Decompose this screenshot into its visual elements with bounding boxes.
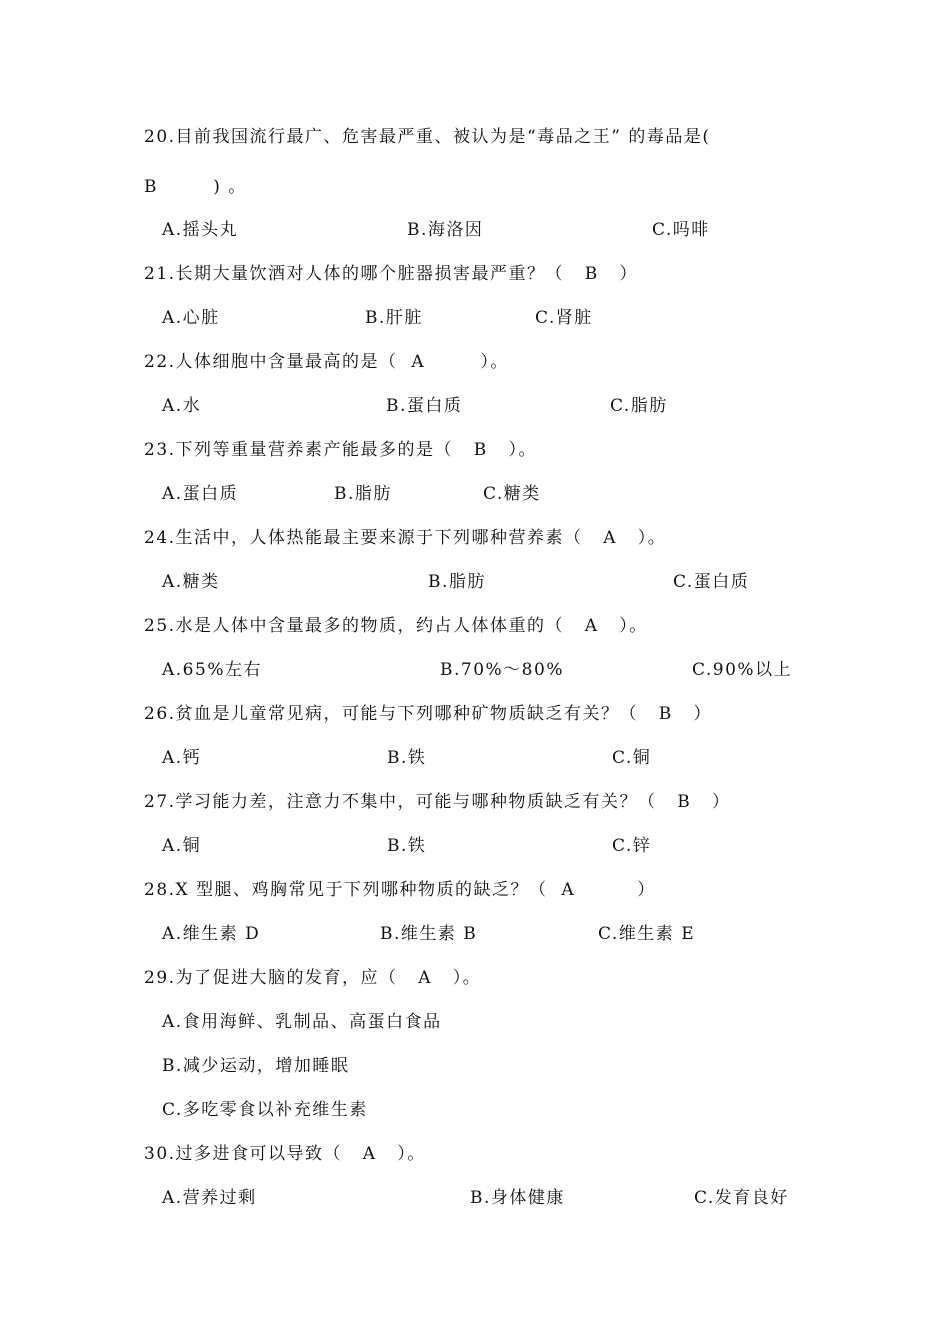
option-25-a: A.65%左右 (162, 660, 262, 680)
option-30-a: A.营养过剩 (162, 1188, 257, 1208)
option-25-c: C.90%以上 (692, 660, 793, 680)
option-26-b: B.铁 (387, 748, 427, 768)
option-21-b: B.肝脏 (365, 308, 423, 328)
option-22-a: A.水 (162, 396, 202, 416)
question-25: 25.水是人体中含量最多的物质，约占人体体重的（ A ）。 (144, 616, 648, 636)
option-21-a: A.心脏 (162, 308, 220, 328)
question-22: 22.人体细胞中含量最高的是（ A ）。 (144, 352, 509, 372)
option-26-c: C.铜 (612, 748, 652, 768)
option-20-c: C.吗啡 (652, 220, 710, 240)
question-27: 27.学习能力差，注意力不集中，可能与哪种物质缺乏有关？（ B ） (144, 792, 731, 812)
option-28-a: A.维生素 D (162, 924, 261, 944)
question-29: 29.为了促进大脑的发育，应（ A ）。 (144, 968, 482, 988)
option-20-b: B.海洛因 (407, 220, 484, 240)
option-21-c: C.肾脏 (535, 308, 593, 328)
option-27-c: C.锌 (612, 836, 652, 856)
question-20-continuation: B ) 。 (144, 177, 247, 197)
option-23-a: A.蛋白质 (162, 484, 239, 504)
option-30-b: B.身体健康 (470, 1188, 565, 1208)
option-29-a: A.食用海鲜、乳制品、高蛋白食品 (162, 1012, 442, 1032)
question-30: 30.过多进食可以导致（ A ）。 (144, 1144, 426, 1164)
option-29-c: C.多吃零食以补充维生素 (162, 1100, 368, 1120)
question-26: 26.贫血是儿童常见病，可能与下列哪种矿物质缺乏有关？（ B ） (144, 704, 712, 724)
question-24: 24.生活中，人体热能最主要来源于下列哪种营养素（ A ）。 (144, 528, 667, 548)
option-23-c: C.糖类 (483, 484, 541, 504)
option-30-c: C.发育良好 (694, 1188, 789, 1208)
option-28-c: C.维生素 E (598, 924, 696, 944)
option-22-b: B.蛋白质 (386, 396, 463, 416)
option-22-c: C.脂肪 (610, 396, 668, 416)
option-28-b: B.维生素 B (380, 924, 478, 944)
option-24-b: B.脂肪 (428, 572, 486, 592)
option-25-b: B.70%～80% (440, 660, 564, 680)
option-20-a: A.摇头丸 (162, 220, 239, 240)
question-23: 23.下列等重量营养素产能最多的是（ B ）。 (144, 440, 537, 460)
option-26-a: A.钙 (162, 748, 202, 768)
question-28: 28.X 型腿、鸡胸常见于下列哪种物质的缺乏？（ A ） (144, 880, 656, 900)
option-24-a: A.糖类 (162, 572, 220, 592)
option-27-b: B.铁 (387, 836, 427, 856)
question-20: 20.目前我国流行最广、危害最严重、被认为是“毒品之王” 的毒品是( (144, 127, 711, 147)
option-27-a: A.铜 (162, 836, 202, 856)
option-24-c: C.蛋白质 (673, 572, 750, 592)
option-23-b: B.脂肪 (334, 484, 392, 504)
option-29-b: B.减少运动，增加睡眠 (162, 1056, 350, 1076)
question-21: 21.长期大量饮酒对人体的哪个脏器损害最严重？（ B ） (144, 264, 638, 284)
